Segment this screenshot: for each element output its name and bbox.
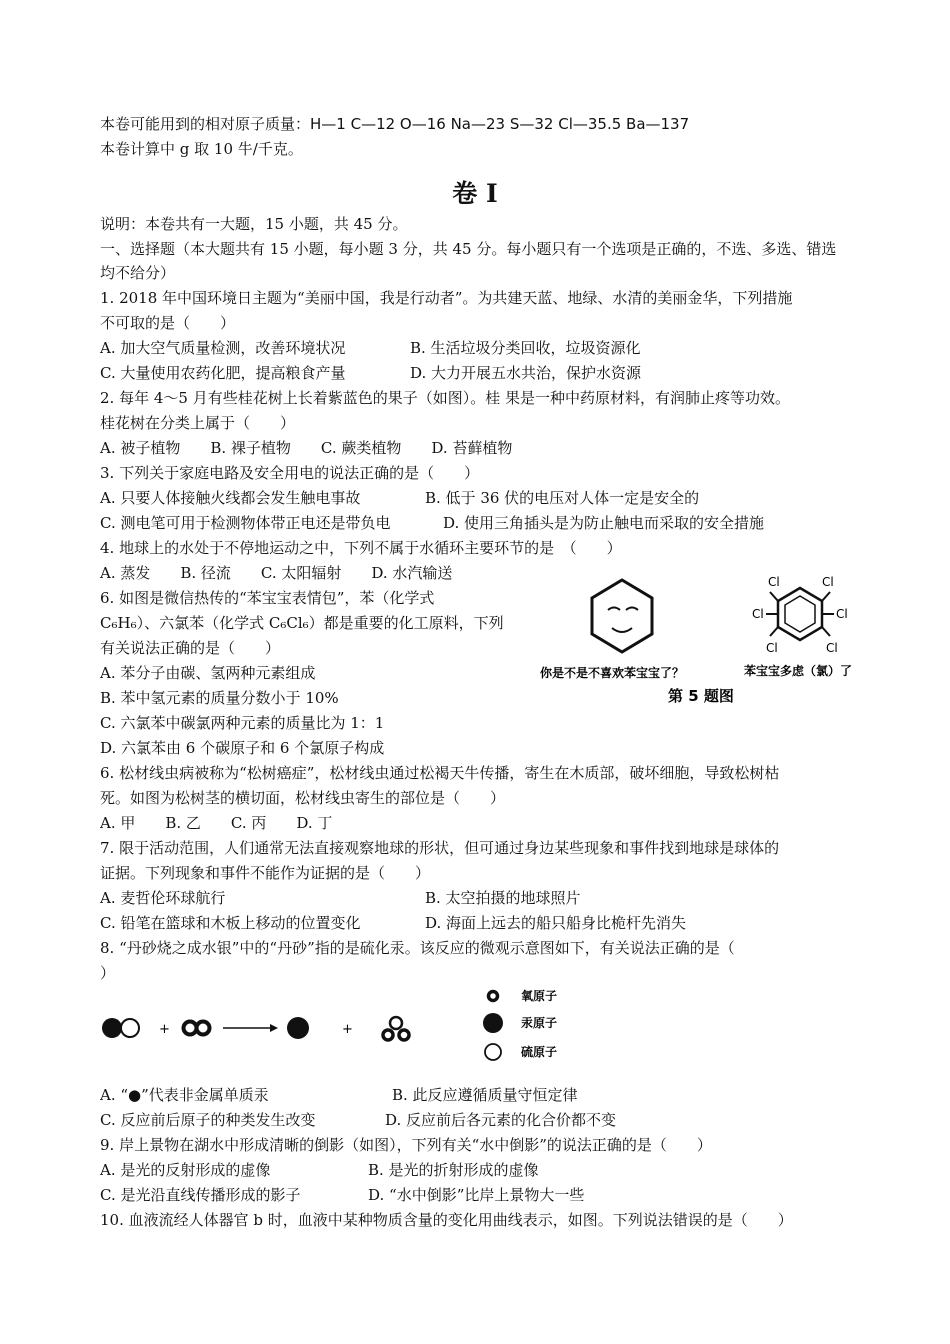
cl-label: Cl <box>826 641 838 655</box>
rule-line-1: 一、选择题（本大题共有 15 小题，每小题 3 分，共 45 分。每小题只有一个选项是正确的，不选、多选、错选 <box>100 240 837 258</box>
legend-mercury-icon <box>483 1013 503 1033</box>
cl-label: Cl <box>766 641 778 655</box>
q7-stem-1: 7. 限于活动范围，人们通常无法直接观察地球的形状，但可通过身边某些现象和事件找到地球是球体的 <box>100 839 780 857</box>
q8-option-a: A. “●”代表非金属单质汞 <box>100 1086 269 1104</box>
legend-oxygen-label: 氧原子 <box>521 989 558 1003</box>
q7-option-d: D. 海面上远去的船只船身比桅杆先消失 <box>425 914 687 932</box>
q8-stem-1: 8. “丹砂烧之成水银”中的“丹砂”指的是硫化汞。该反应的微观示意图如下，有关说法正确的是（ <box>100 939 735 957</box>
q5-option-c: C. 六氯苯中碳氯两种元素的质量比为 1：1 <box>100 714 385 732</box>
q1-stem-2: 不可取的是（ ） <box>100 314 236 332</box>
q8-stem-2: ） <box>100 964 116 982</box>
figure-label: 第 5 题图 <box>668 687 734 705</box>
q1-option-d: D. 大力开展五水共治，保护水资源 <box>410 364 642 382</box>
q7-option-c: C. 铅笔在篮球和木板上移动的位置变化 <box>100 914 361 932</box>
plus-sign-icon: + <box>342 1022 353 1037</box>
q9-option-b: B. 是光的折射形成的虚像 <box>368 1161 539 1179</box>
oxygen-atom-icon <box>197 1022 210 1035</box>
benzene-figure <box>530 570 870 710</box>
mercury-atom-icon <box>102 1018 122 1038</box>
q8-option-d: D. 反应前后各元素的化合价都不变 <box>385 1111 617 1129</box>
q9-option-d: D. “水中倒影”比岸上景物大一些 <box>368 1186 585 1204</box>
q5-stem-3: 有关说法正确的是（ ） <box>100 639 281 657</box>
caption-left: 你是不是不喜欢苯宝宝了？ <box>540 666 685 680</box>
q1-option-c: C. 大量使用农药化肥，提高粮食产量 <box>100 364 346 382</box>
q10-stem: 10. 血液流经人体器官 b 时，血液中某种物质含量的变化用曲线表示，如图。下列说法错误的是（ ） <box>100 1211 793 1229</box>
q1-stem-1: 1. 2018 年中国环境日主题为“美丽中国，我是行动者”。为共建天蓝、地绿、水清的美丽金华，下列措施 <box>100 289 793 307</box>
q5-option-b: B. 苯中氢元素的质量分数小于 10% <box>100 689 339 707</box>
q3-option-c: C. 测电笔可用于检测物体带正电还是带负电 <box>100 514 391 532</box>
q4-stem: 4. 地球上的水处于不停地运动之中，下列不属于水循环主要环节的是 （ ） <box>100 539 622 557</box>
q2-stem-2: 桂花树在分类上属于（ ） <box>100 414 296 432</box>
rule-line-2: 均不给分） <box>100 264 176 282</box>
cl-label: Cl <box>768 575 780 589</box>
legend-sulfur-icon <box>485 1044 501 1060</box>
q6-options: A. 甲 B. 乙 C. 丙 D. 丁 <box>100 814 333 832</box>
q2-options: A. 被子植物 B. 裸子植物 C. 蕨类植物 D. 苔藓植物 <box>100 439 513 457</box>
q1-option-a: A. 加大空气质量检测，改善环境状况 <box>100 339 346 357</box>
gravity-note: 本卷计算中 g 取 10 牛/千克。 <box>100 140 303 158</box>
cl-label: Cl <box>752 607 764 621</box>
q4-options: A. 蒸发 B. 径流 C. 太阳辐射 D. 水汽输送 <box>100 564 453 582</box>
q5-option-a: A. 苯分子由碳、氢两种元素组成 <box>100 664 316 682</box>
reaction-diagram <box>95 982 615 1067</box>
q8-option-c: C. 反应前后原子的种类发生改变 <box>100 1111 316 1129</box>
arrowhead-icon <box>270 1024 278 1032</box>
oxygen-atom-icon <box>399 1030 409 1040</box>
q2-stem-1: 2. 每年 4～5 月有些桂花树上长着紫蓝色的果子（如图）。桂 果是一种中药原材料，有润肺止疼等功效。 <box>100 389 790 407</box>
benzene-face-icon <box>592 580 652 652</box>
q3-option-a: A. 只要人体接触火线都会发生触电事故 <box>100 489 361 507</box>
q3-stem: 3. 下列关于家庭电路及安全用电的说法正确的是（ ） <box>100 464 480 482</box>
q7-option-a: A. 麦哲伦环球航行 <box>100 889 226 907</box>
q9-stem: 9. 岸上景物在湖水中形成清晰的倒影（如图），下列有关“水中倒影”的说法正确的是（ ） <box>100 1136 712 1154</box>
cl-label: Cl <box>822 575 834 589</box>
sulfur-atom-icon <box>121 1019 139 1037</box>
oxygen-atom-icon <box>383 1030 393 1040</box>
section-note: 说明：本卷共有一大题，15 小题，共 45 分。 <box>100 215 408 233</box>
section-title: 卷 I <box>452 179 498 208</box>
q6-stem-2: 死。如图为松树茎的横切面，松材线虫寄生的部位是（ ） <box>100 789 506 807</box>
q7-option-b: B. 太空拍摄的地球照片 <box>425 889 581 907</box>
legend-sulfur-label: 硫原子 <box>521 1045 558 1059</box>
cl-label: Cl <box>836 607 848 621</box>
q3-option-b: B. 低于 36 伏的电压对人体一定是安全的 <box>425 489 700 507</box>
hexachlorobenzene-icon <box>752 575 848 655</box>
q5-stem-1: 6. 如图是微信热传的“苯宝宝表情包”，苯（化学式 <box>100 589 435 607</box>
q3-option-d: D. 使用三角插头是为防止触电而采取的安全措施 <box>443 514 765 532</box>
sulfur-atom-icon <box>390 1017 402 1029</box>
q9-option-c: C. 是光沿直线传播形成的影子 <box>100 1186 301 1204</box>
q5-stem-2: C₆H₆）、六氯苯（化学式 C₆Cl₆）都是重要的化工原料，下列 <box>100 614 504 632</box>
mercury-atom-icon <box>287 1017 309 1039</box>
legend-oxygen-icon <box>489 992 498 1001</box>
q5-option-d: D. 六氯苯由 6 个碳原子和 6 个氯原子构成 <box>100 739 385 757</box>
q7-stem-2: 证据。下列现象和事件不能作为证据的是（ ） <box>100 864 431 882</box>
q9-option-a: A. 是光的反射形成的虚像 <box>100 1161 271 1179</box>
legend-mercury-label: 汞原子 <box>521 1016 558 1030</box>
q6-stem-1: 6. 松材线虫病被称为“松树癌症”，松材线虫通过松褐天牛传播，寄生在木质部，破坏细胞，导致松树枯 <box>100 764 780 782</box>
plus-sign-icon: + <box>159 1022 170 1037</box>
atomic-mass-note: 本卷可能用到的相对原子质量：H—1 C—12 O—16 Na—23 S—32 Cl—35.5 Ba—137 <box>100 115 690 133</box>
caption-right: 苯宝宝多虑（氯）了 <box>744 664 853 678</box>
q8-option-b: B. 此反应遵循质量守恒定律 <box>392 1086 578 1104</box>
q1-option-b: B. 生活垃圾分类回收，垃圾资源化 <box>410 339 641 357</box>
